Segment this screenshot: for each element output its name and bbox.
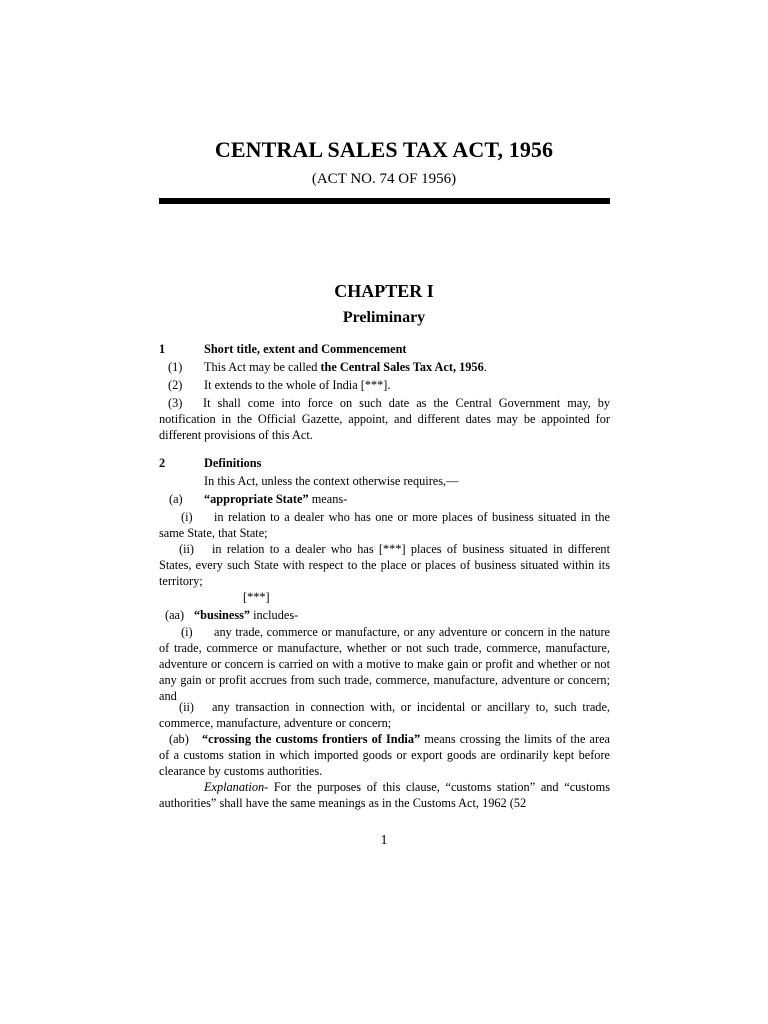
explanation-text: For the purposes of this clause, “customs station” and “customs authorities” shall have the same meanings as in the Customs Act, 1962 (52 <box>159 780 610 810</box>
omitted-clause: [***] <box>243 590 270 604</box>
section-2-number: 2 <box>159 456 166 470</box>
clause-ab <box>159 731 610 779</box>
clause-a-i-number: (i) <box>181 510 193 524</box>
clause-aa-number: (aa) <box>165 608 185 622</box>
section-1-sub-1-pre: This Act may be called <box>204 360 321 374</box>
act-short-title: the Central Sales Tax Act, 1956 <box>320 360 484 374</box>
section-1-sub-1-text <box>204 359 487 375</box>
document-title: CENTRAL SALES TAX ACT, 1956 <box>214 137 554 162</box>
clause-ab-rest: means crossing the limits of the area of a customs station in which imported goods or export goods are ordinarily kept before clearance by customs authorities. <box>159 732 610 778</box>
clause-a-i <box>159 509 610 541</box>
clause-aa-rest: includes- <box>250 608 299 622</box>
section-1-number: 1 <box>159 342 166 356</box>
clause-a-ii-number: (ii) <box>179 542 195 556</box>
section-1-sub-3-text: It shall come into force on such date as the Central Government may, by notification in the Official Gazette, appoint, and different dates may be appointed for different provisions of this Act. <box>159 396 610 442</box>
clause-aa-i-number: (i) <box>181 625 193 639</box>
chapter-subtitle: Preliminary <box>342 309 426 326</box>
section-2-heading: Definitions <box>204 456 262 470</box>
section-1-heading: Short title, extent and Commencement <box>204 342 407 356</box>
clause-a-text <box>204 491 347 507</box>
clause-ab-term: “crossing the customs frontiers of India” <box>202 732 421 746</box>
title-divider <box>159 198 610 204</box>
clause-a-term: “appropriate State” <box>204 492 309 506</box>
explanation <box>159 779 610 811</box>
clause-aa-i <box>159 624 610 704</box>
section-1-sub-1-number: (1) <box>168 360 183 374</box>
clause-aa-text <box>194 607 298 623</box>
section-1-sub-1-post: . <box>483 360 487 374</box>
clause-aa-ii-number: (ii) <box>179 700 195 714</box>
act-number: (ACT NO. 74 OF 1956) <box>311 171 457 187</box>
clause-a-ii-text: in relation to a dealer who has [***] places of business situated in different States, every such State with respect to the place or places of business situated within its territory; <box>159 542 610 588</box>
clause-aa-ii-text: any transaction in connection with, or incidental or ancillary to, such trade, commerce, manufacture, adventure or concern; <box>159 700 610 730</box>
page-number: 1 <box>380 833 388 848</box>
clause-aa-ii <box>159 699 610 731</box>
clause-a-number: (a) <box>169 492 183 506</box>
clause-a-rest: means- <box>308 492 348 506</box>
section-2-intro: In this Act, unless the context otherwise requires,— <box>204 474 459 488</box>
section-1-sub-2-number: (2) <box>168 378 183 392</box>
chapter-heading: CHAPTER I <box>334 281 434 301</box>
section-1-sub-3 <box>159 395 610 443</box>
section-1-sub-3-number: (3) <box>168 396 183 410</box>
section-1-sub-2-text: It extends to the whole of India [***]. <box>204 378 391 392</box>
clause-ab-number: (ab) <box>169 732 189 746</box>
clause-aa-i-text: any trade, commerce or manufacture, or any adventure or concern in the nature of trade, commerce or manufacture, whether or not such trade, commerce, manufacture, adventure or concern is carried on with a motive to make gain or profit and whether or not any gain or profit accrues from such trade, commerce, manufacture, adventure or concern; and <box>159 625 610 703</box>
clause-a-i-text: in relation to a dealer who has one or more places of business situated in the same State, that State; <box>159 510 610 540</box>
explanation-label: Explanation- <box>204 780 269 794</box>
clause-aa-term: “business” <box>194 608 251 622</box>
clause-a-ii <box>159 541 610 589</box>
